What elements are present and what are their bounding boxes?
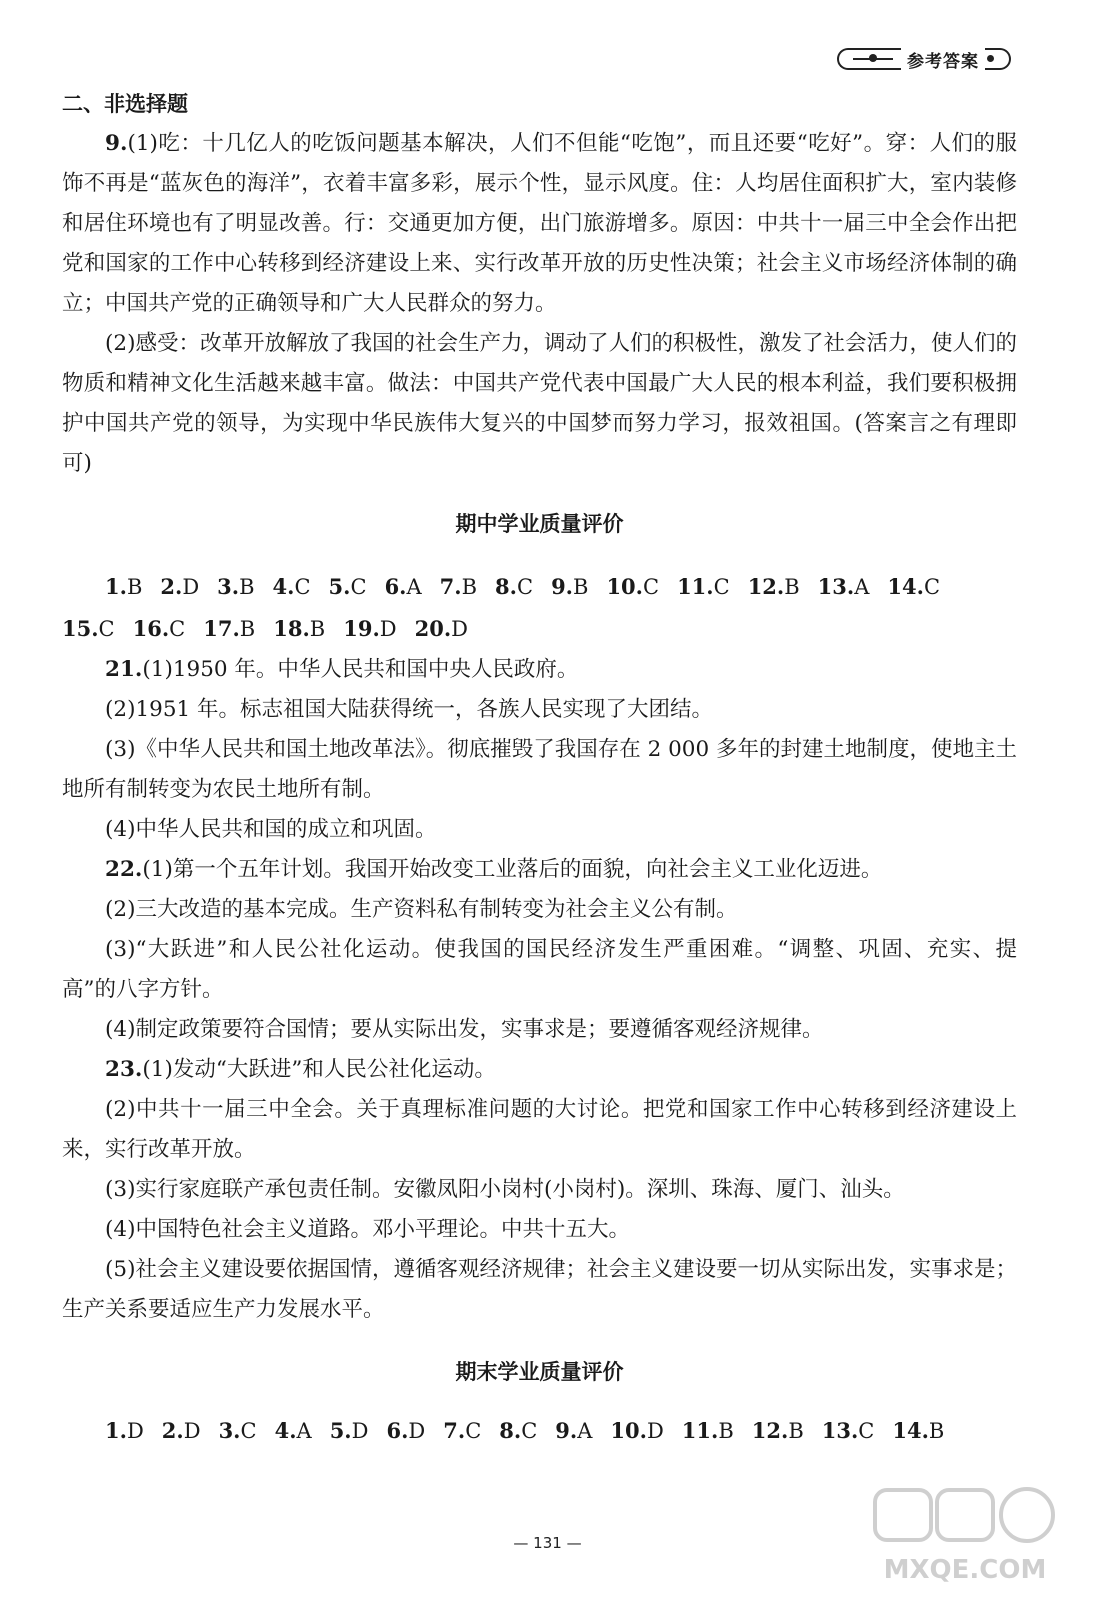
choice-answer — [105, 566, 142, 608]
choice-number: 7. — [443, 1418, 466, 1443]
choice-answer — [329, 566, 367, 608]
choice-answer — [555, 1410, 592, 1452]
choice-letter: A — [296, 1419, 312, 1443]
header-badge-label: 参考答案 — [907, 51, 979, 72]
choice-number: 19. — [343, 616, 380, 641]
choice-number: 3. — [217, 574, 240, 599]
choice-number: 14. — [887, 574, 924, 599]
choice-number: 6. — [386, 1418, 409, 1443]
choice-number: 1. — [105, 1418, 127, 1443]
q9-part1 — [62, 124, 1017, 324]
choice-number: 7. — [439, 574, 462, 599]
q22-part3: (3)“大跃进”和人民公社化运动。使我国的国民经济发生严重困难。“调整、巩固、充实、提高”的八字方针。 — [62, 937, 1017, 1002]
choice-answer — [343, 608, 396, 650]
choice-number: 11. — [677, 574, 714, 599]
choice-answer — [133, 608, 186, 650]
choice-letter: B — [309, 617, 326, 641]
choice-number: 16. — [132, 616, 170, 641]
choice-answer — [499, 1410, 537, 1452]
choice-number: 17. — [203, 616, 240, 641]
choice-number: 14. — [892, 1418, 929, 1443]
choice-answer — [822, 1410, 875, 1452]
choice-number: 5. — [328, 574, 351, 599]
choice-letter: C — [294, 575, 311, 599]
choice-answer — [677, 566, 730, 608]
q23-part2: (2)中共十一届三中全会。关于真理标准问题的大讨论。把党和国家工作中心转移到经济建设上来，实行改革开放。 — [62, 1097, 1017, 1162]
choice-letter: D — [351, 1419, 369, 1443]
q21-part2: (2)1951 年。标志祖国大陆获得统一，各族人民实现了大团结。 — [105, 697, 714, 722]
choice-letter: B — [788, 1419, 804, 1443]
choice-number: 3. — [218, 1418, 241, 1443]
choice-answer — [443, 1410, 481, 1452]
choice-number: 9. — [555, 1418, 578, 1443]
choice-answer — [887, 566, 940, 608]
choice-answer — [162, 1410, 201, 1452]
choice-number: 11. — [681, 1418, 719, 1443]
choice-letter: D — [646, 1419, 664, 1443]
choice-letter: B — [239, 575, 255, 599]
choice-answer — [219, 1410, 257, 1452]
choice-answer — [682, 1410, 734, 1452]
choice-answer — [818, 566, 870, 608]
choice-number: 8. — [499, 1418, 522, 1443]
choice-answer — [273, 608, 325, 650]
choice-letter: B — [239, 617, 256, 641]
final-title: 期末学业质量评价 — [455, 1360, 624, 1384]
choice-number: 6. — [384, 574, 407, 599]
choice-answer — [610, 1410, 663, 1452]
q21-part1-text: (1)1950 年。中华人民共和国中央人民政府。 — [142, 657, 579, 682]
choice-letter: D — [408, 1419, 426, 1443]
choice-letter: B — [573, 575, 589, 599]
choice-answer — [415, 608, 468, 650]
choice-letter: C — [516, 575, 534, 599]
question-number: 21. — [105, 657, 143, 682]
choice-letter: C — [521, 1419, 538, 1443]
choice-answer — [330, 1410, 369, 1452]
header-badge — [837, 44, 1011, 74]
choice-number: 10. — [610, 1418, 647, 1443]
choice-number: 18. — [273, 616, 310, 641]
badge-right-ornament — [985, 48, 1011, 70]
q23-part5: (5)社会主义建设要依据国情，遵循客观经济规律；社会主义建设要一切从实际出发，实事求是；生产关系要适应生产力发展水平。 — [62, 1257, 1017, 1322]
choice-number: 1. — [105, 574, 127, 599]
watermark-logo — [855, 1482, 1075, 1592]
question-number: 9. — [105, 131, 128, 156]
choice-letter: B — [784, 575, 800, 599]
choice-letter: B — [126, 575, 143, 599]
choice-answer — [203, 608, 255, 650]
choice-letter: A — [854, 575, 870, 599]
choice-answer — [385, 566, 422, 608]
q23-part1 — [62, 1050, 1017, 1090]
choice-letter: C — [169, 617, 186, 641]
q22-part2: (2)三大改造的基本完成。生产资料私有制转变为社会主义公有制。 — [105, 897, 738, 922]
midterm-choices-row2 — [62, 608, 1017, 650]
choice-letter: D — [379, 617, 397, 641]
choice-answer — [62, 608, 115, 650]
choice-number: 12. — [747, 574, 785, 599]
choice-letter: D — [451, 617, 468, 641]
choice-number: 13. — [821, 1418, 859, 1443]
choice-answer — [160, 566, 199, 608]
answer-content — [62, 84, 1017, 1452]
choice-number: 4. — [272, 574, 295, 599]
q9-part1-text: (1)吃：十几亿人的吃饭问题基本解决，人们不但能“吃饱”，而且还要“吃好”。穿：人们的服饰不再是“蓝灰色的海洋”，衣着丰富多彩，展示个性，显示风度。住：人均居住面积扩大，室内装修和居住环境也有了明显改善。行：交通更加方便，出门旅游增多。原因：中共十一届三中全会作出把党和国家的工作中心转移到经济建设上来、实行改革开放的历史性决策；社会主义市场经济体制的确立；中国共产党的正确领导和广大人民群众的努力。 — [62, 131, 1017, 316]
choice-letter: C — [465, 1419, 482, 1443]
q23-part3: (3)实行家庭联产承包责任制。安徽凤阳小岗村(小岗村)。深圳、珠海、厦门、汕头。 — [105, 1177, 905, 1202]
choice-answer — [105, 1410, 144, 1452]
choice-answer — [495, 566, 533, 608]
page-number: — 131 — — [513, 1534, 582, 1552]
choice-number: 12. — [751, 1418, 789, 1443]
watermark-text: MXQE.COM — [883, 1555, 1047, 1585]
q21-part1 — [62, 650, 1017, 690]
choice-number: 5. — [329, 1418, 352, 1443]
question-number: 23. — [105, 1057, 143, 1082]
choice-letter: B — [928, 1419, 945, 1443]
choice-answer — [892, 1410, 944, 1452]
q22-part4: (4)制定政策要符合国情；要从实际出发，实事求是；要遵循客观经济规律。 — [105, 1017, 824, 1042]
choice-letter: A — [577, 1419, 593, 1443]
choice-letter: C — [98, 617, 115, 641]
choice-number: 8. — [495, 574, 517, 599]
choice-answer — [275, 1410, 312, 1452]
choice-number: 2. — [160, 574, 183, 599]
badge-left-ornament — [837, 48, 901, 70]
choice-letter: C — [858, 1419, 875, 1443]
midterm-title: 期中学业质量评价 — [455, 512, 624, 536]
choice-answer — [217, 566, 254, 608]
q23-part1-text: (1)发动“大跃进”和人民公社化运动。 — [142, 1057, 496, 1082]
choice-answer — [606, 566, 659, 608]
choice-letter: B — [718, 1419, 734, 1443]
choice-number: 15. — [62, 616, 99, 641]
choice-answer — [440, 566, 477, 608]
choice-letter: D — [126, 1419, 144, 1443]
choice-letter: C — [240, 1419, 257, 1443]
choice-answer — [273, 566, 311, 608]
question-number: 22. — [105, 857, 143, 882]
choice-answer — [752, 1410, 804, 1452]
midterm-choices-row1 — [62, 566, 1017, 608]
choice-letter: A — [406, 575, 422, 599]
q9-part2: (2)感受：改革开放解放了我国的社会生产力，调动了人们的积极性，激发了社会活力，使人们的物质和精神文化生活越来越丰富。做法：中国共产党代表中国最广大人民的根本利益，我们要积极拥护中国共产党的领导，为实现中华民族伟大复兴的中国梦而努力学习，报效祖国。(答案言之有理即可) — [62, 331, 1017, 476]
section-title: 二、非选择题 — [62, 92, 188, 116]
choice-letter: C — [923, 575, 941, 599]
choice-number: 10. — [606, 574, 643, 599]
choice-number: 13. — [817, 574, 855, 599]
choice-letter: C — [713, 575, 730, 599]
q21-part3: (3)《中华人民共和国土地改革法》。彻底摧毁了我国存在 2 000 多年的封建土地制度，使地主土地所有制转变为农民土地所有制。 — [62, 737, 1017, 802]
choice-number: 9. — [551, 574, 573, 599]
choice-number: 2. — [161, 1418, 184, 1443]
final-choices-row1 — [62, 1410, 1017, 1452]
choice-number: 20. — [414, 616, 452, 641]
q23-part4: (4)中国特色社会主义道路。邓小平理论。中共十五大。 — [105, 1217, 630, 1242]
choice-letter: D — [182, 575, 200, 599]
choice-answer — [748, 566, 800, 608]
choice-letter: D — [183, 1419, 201, 1443]
choice-answer — [551, 566, 588, 608]
q21-part4: (4)中华人民共和国的成立和巩固。 — [105, 817, 437, 842]
choice-letter: C — [350, 575, 367, 599]
q22-part1 — [62, 850, 1017, 890]
choice-letter: C — [642, 575, 660, 599]
choice-answer — [386, 1410, 425, 1452]
choice-letter: B — [461, 575, 478, 599]
q22-part1-text: (1)第一个五年计划。我国开始改变工业落后的面貌，向社会主义工业化迈进。 — [142, 857, 883, 882]
choice-number: 4. — [274, 1418, 297, 1443]
